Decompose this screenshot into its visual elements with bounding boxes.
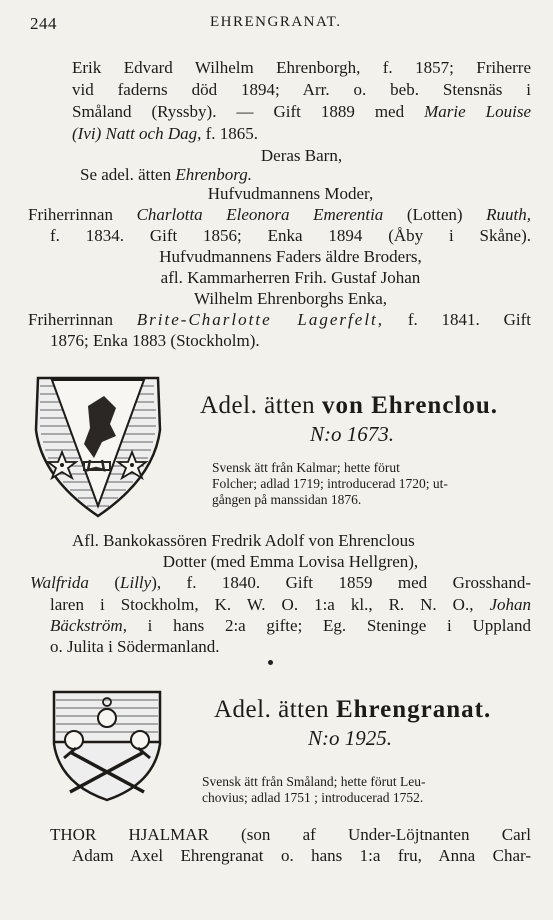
section-title-ehrengranat: Adel. ätten Ehrengranat. <box>214 696 492 723</box>
text-line: afl. Kammarherren Frih. Gustaf Johan <box>160 268 421 287</box>
section-description: chovius; adlad 1751 ; introducerad 1752. <box>202 790 424 805</box>
section-number: N:o 1673. <box>310 422 394 446</box>
section-description: Svensk ätt från Kalmar; hette förut <box>212 460 400 475</box>
section-description: gången på manssidan 1876. <box>212 492 362 507</box>
text-line: f. 1834. Gift 1856; Enka 1894 (Åby i Skåne). <box>50 226 531 245</box>
running-title: EHRENGRANAT. <box>210 14 342 30</box>
text-line: Friherrinnan Charlotta Eleonora Emerentia (Lotten) Ruuth, <box>28 205 532 224</box>
text-line: Deras Barn, <box>260 146 343 165</box>
text-line: THOR HJALMAR (son af Under-Löjtnanten Carl <box>50 825 531 844</box>
text-line: Friherrinnan Brite-Charlotte Lagerfelt, f. 1841. Gift <box>28 310 531 329</box>
text-line: vid faderns död 1894; Arr. o. beb. Stensnäs i <box>72 80 531 99</box>
text-line: o. Julita i Södermanland. <box>50 637 220 656</box>
text-line: Hufvudmannens Faders äldre Broders, <box>159 247 422 266</box>
text-line: Dotter (med Emma Lovisa Hellgren), <box>162 552 419 571</box>
text-line: Hufvudmannens Moder, <box>207 184 374 203</box>
text-line: (Ivi) Natt och Dag, f. 1865. <box>72 124 259 143</box>
text-line: Adam Axel Ehrengranat o. hans 1:a fru, Anna Char- <box>72 846 531 865</box>
coat-of-arms-ehrenclou <box>32 372 164 520</box>
section-title-ehrenclou: Adel. ätten von Ehrenclou. <box>200 392 499 419</box>
page-number: 244 <box>30 14 57 33</box>
text-line: laren i Stockholm, K. W. O. 1:a kl., R. N. O., Johan <box>50 595 531 614</box>
text-line: Afl. Bankokassören Fredrik Adolf von Ehrenclous <box>72 531 415 550</box>
text-line: Bäckström, i hans 2:a gifte; Eg. Steninge i Uppland <box>50 616 531 635</box>
section-number: N:o 1925. <box>308 726 392 750</box>
separator-dot <box>268 660 273 665</box>
section-description: Folcher; adlad 1719; introducerad 1720; ut- <box>212 476 448 491</box>
text-line: 1876; Enka 1883 (Stockholm). <box>50 331 260 350</box>
text-line: Walfrida (Lilly), f. 1840. Gift 1859 med Grosshand- <box>30 573 531 592</box>
coat-of-arms-ehrengranat <box>50 688 164 802</box>
page-header <box>30 14 533 36</box>
text-line: Erik Edvard Wilhelm Ehrenborgh, f. 1857; Friherre <box>72 58 531 77</box>
text-line: Småland (Ryssby). — Gift 1889 med Marie Louise <box>72 102 531 121</box>
text-line: Wilhelm Ehrenborghs Enka, <box>193 289 388 308</box>
text-line: Se adel. ätten Ehrenborg. <box>80 165 253 184</box>
section-description: Svensk ätt från Småland; hette förut Leu- <box>202 774 426 789</box>
